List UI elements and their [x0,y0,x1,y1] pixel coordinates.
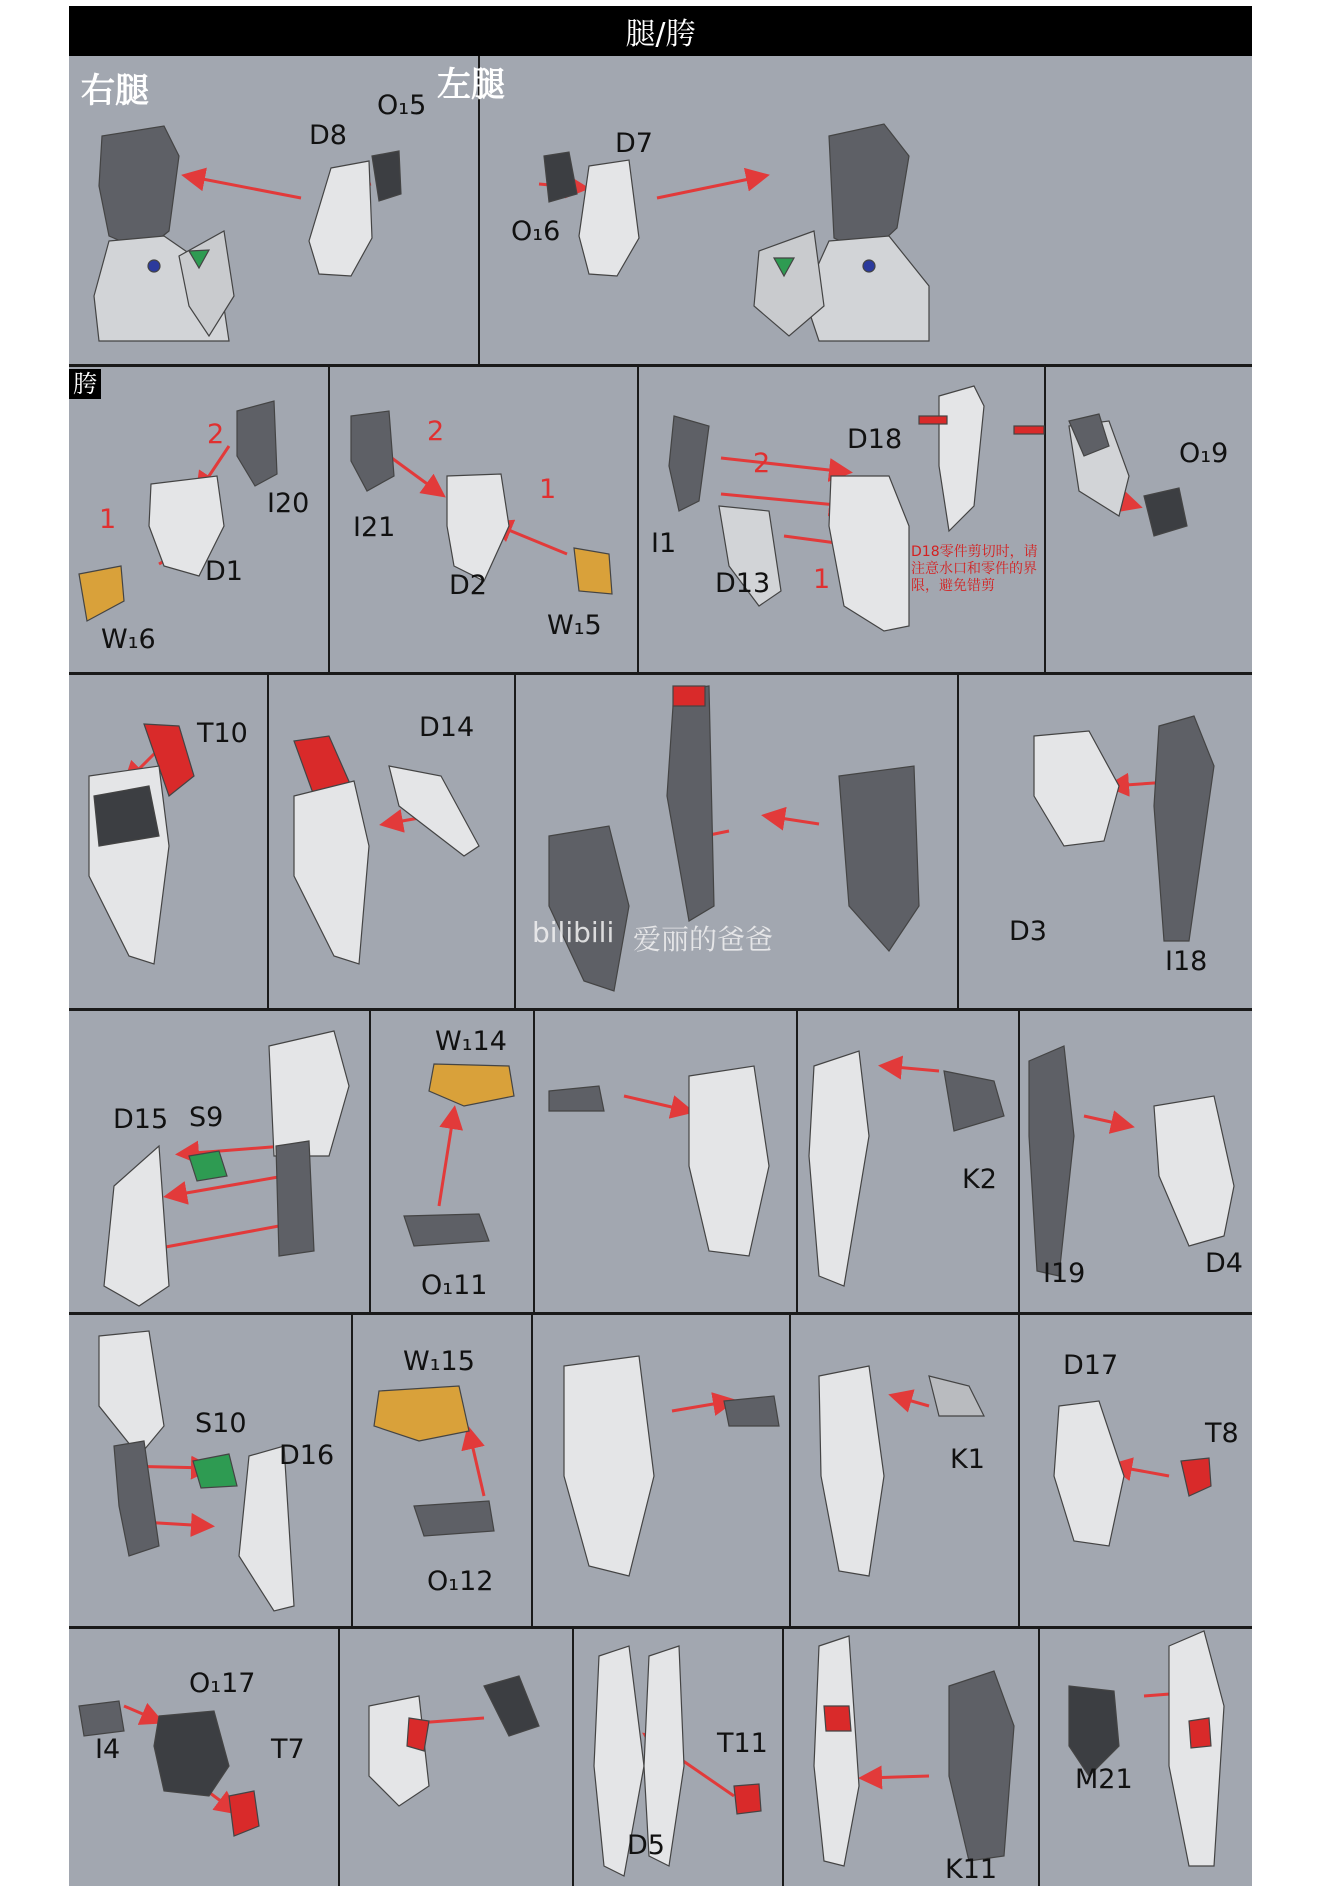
instruction-sheet [69,6,1252,1886]
part-label: D5 [627,1830,665,1861]
part-label: I4 [95,1734,121,1765]
part-label: I18 [1165,946,1208,977]
part-label: T7 [271,1734,305,1765]
part-label: D15 [113,1104,169,1135]
d18-cutting-note: D18零件剪切时，请注意水口和零件的界限，避免错剪 [911,544,1038,594]
part-label: D2 [449,570,487,601]
part-label: I21 [353,512,396,543]
part-label: S9 [189,1102,224,1133]
part-label: O₁5 [377,90,427,121]
left-leg-label: 左腿 [437,65,505,105]
step-mark: 2 [207,419,225,450]
step-mark: 2 [753,448,771,479]
part-label: W₁15 [403,1346,475,1377]
part-label: D18 [847,424,903,455]
part-label: I20 [267,488,310,519]
part-label: K2 [962,1164,997,1195]
part-label: W₁6 [101,624,156,655]
part-label: D16 [279,1440,335,1471]
part-label: W₁5 [547,610,602,641]
part-label: D7 [615,128,653,159]
part-label: W₁14 [435,1026,507,1057]
header-title: 腿/胯 [69,6,1252,56]
part-label: O₁12 [427,1566,494,1597]
part-label: I1 [651,528,677,559]
part-label: D4 [1205,1248,1243,1279]
watermark-user: 爱丽的爸爸 [633,923,774,956]
watermark-brand: bilibili [532,916,615,949]
part-label: O₁11 [421,1270,488,1301]
step-mark: 2 [427,416,445,447]
part-label: S10 [195,1408,247,1439]
step-mark: 1 [99,504,117,535]
right-leg-label: 右腿 [81,71,149,111]
section-tag: 胯 [69,369,101,399]
part-label: O₁9 [1179,438,1229,469]
step-mark: 1 [813,564,831,595]
part-label: O₁6 [511,216,561,247]
part-label: D14 [419,712,475,743]
part-label: I19 [1043,1258,1086,1289]
part-label: D1 [205,556,243,587]
part-label: D17 [1063,1350,1119,1381]
part-label: D13 [715,568,771,599]
part-label: T8 [1205,1418,1239,1449]
part-label: M21 [1075,1764,1133,1795]
part-label: D8 [309,120,347,151]
part-label: O₁17 [189,1668,256,1699]
step-mark: 1 [539,474,557,505]
part-label: D3 [1009,916,1047,947]
part-label: T11 [717,1728,768,1759]
part-label: K1 [950,1444,985,1475]
part-label: K11 [945,1854,998,1885]
part-label: T10 [197,718,248,749]
